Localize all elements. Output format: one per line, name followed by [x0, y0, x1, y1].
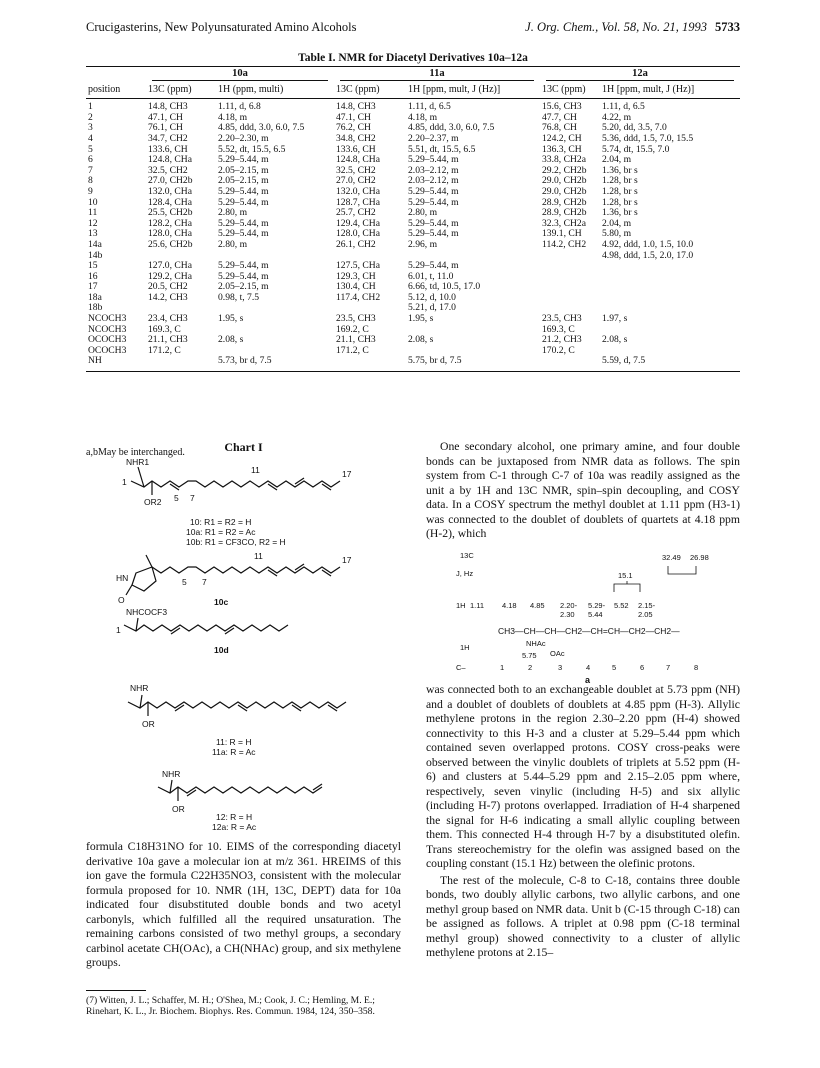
- table-cell: [146, 356, 216, 371]
- table-cell: 21.1, CH3: [148, 334, 188, 346]
- table-cell: 5.29–5.44, m: [408, 217, 459, 229]
- table-cell: 12: [88, 217, 98, 229]
- table-cell: 32.3, CH2a: [542, 217, 586, 229]
- column-header: 13C (ppm): [542, 83, 586, 95]
- table-cell: 4.18, m: [218, 111, 248, 123]
- left-column-text: [86, 840, 401, 971]
- table-footnote: a,bMay be interchanged.: [86, 447, 185, 458]
- caption-12a: 12a: R = Ac: [212, 822, 257, 832]
- chart-structures: [86, 455, 406, 835]
- scheme-h1: 1H: [456, 601, 466, 610]
- group-header-12a: 12a: [540, 67, 740, 81]
- table-cell: 5.52, dt, 15.5, 6.5: [218, 143, 286, 155]
- table-cell: 1: [88, 101, 93, 113]
- table-cell: 34.8, CH2: [336, 132, 376, 144]
- table-cell: 5.29–5.44, m: [218, 154, 269, 166]
- caption-11: 11: R = H: [216, 737, 252, 747]
- table-cell: 2.20–2.37, m: [408, 132, 459, 144]
- table-cell: 5.29–5.44, m: [218, 217, 269, 229]
- table-cell: 5.29–5.44, m: [408, 196, 459, 208]
- table-cell: 132.0, CHa: [336, 185, 380, 197]
- table-cell: 128.2, CHa: [148, 217, 192, 229]
- table-cell: 14.8, CH3: [148, 101, 188, 113]
- scheme-h-val: 4.18: [502, 601, 517, 610]
- footnote-rule: [86, 990, 146, 991]
- table-cell: 25.6, CH2b: [148, 238, 193, 250]
- scheme-h-val2: 5.44: [588, 610, 603, 619]
- table-cell: 32.5, CH2: [336, 164, 376, 176]
- table-cell: [540, 293, 600, 304]
- table-cell: 1.95, s: [408, 313, 434, 325]
- scheme-chain: CH3—CH—CH—CH2—CH=CH—CH2—CH2—: [498, 626, 680, 636]
- table-cell: 8: [88, 175, 93, 187]
- table-cell: 5.29–5.44, m: [408, 185, 459, 197]
- table-cell: [600, 272, 740, 283]
- table-cell: 170.2, C: [542, 344, 575, 356]
- scheme-oac: OAc: [550, 649, 565, 658]
- group-header-11a: 11a: [334, 67, 540, 81]
- table-cell: 9: [88, 185, 93, 197]
- table-header-row: [86, 81, 740, 99]
- table-cell: 2.08, s: [602, 334, 628, 346]
- table-cell: 5.59, d, 7.5: [602, 355, 646, 367]
- table-cell: 28.9, CH2b: [542, 196, 587, 208]
- header-citation: [525, 20, 740, 35]
- page-number: 5733: [715, 20, 740, 34]
- table-cell: 29.0, CH2b: [542, 175, 587, 187]
- caption-11a: 11a: R = Ac: [212, 747, 256, 757]
- table-cell: [334, 356, 406, 371]
- table-cell: 29.2, CH2b: [542, 164, 587, 176]
- table-cell: 10: [88, 196, 98, 208]
- left-paragraph: formula C18H31NO for 10. EIMS of the corresponding diacetyl derivative 10a gave a molecular ion at m/z 361. HREIMS of this ion gave the formula C22H35NO3, consistent with the molecular formula proposed for 10. NMR (1H, 13C, DEPT) data for 10a indicated four disubstituted double bonds and two acetyl carbonyls, which fulfilled all the required unsaturation. The remaining carbons consisted of two methyl groups, a secondary carbinol acetate CH(OAc), a CH(NHAc) group, and six methylene groups.: [86, 840, 401, 969]
- table-cell: 5.29–5.44, m: [218, 185, 269, 197]
- table-cell: 4: [88, 132, 93, 144]
- label-nhr-11: NHR: [130, 683, 149, 693]
- table-cell: 2.04, m: [602, 154, 632, 166]
- label-c10d-1: 1: [116, 625, 121, 635]
- table-cell: 27.0, CH2: [336, 175, 376, 187]
- table-cell: 133.6, CH: [336, 143, 376, 155]
- table-cell: 23.5, CH3: [336, 313, 376, 325]
- table-cell: 2.20–2.30, m: [218, 132, 269, 144]
- table-cell: 13: [88, 228, 98, 240]
- table-cell: [600, 282, 740, 293]
- table-cell: 16: [88, 270, 98, 282]
- table-cell: 169.2, C: [336, 323, 369, 335]
- scheme-jhz: J, Hz: [456, 569, 474, 578]
- table-cell: 2.05–2.15, m: [218, 281, 269, 293]
- table-cell: 14.8, CH3: [336, 101, 376, 113]
- table-cell: 4.22, m: [602, 111, 632, 123]
- scheme-c-num: 7: [666, 663, 671, 672]
- table-cell: 124.8, CHa: [336, 154, 380, 166]
- scheme-c-num: 1: [500, 663, 505, 672]
- scheme-c-num: 2: [528, 663, 533, 672]
- table-cell: 124.8, CHa: [148, 154, 192, 166]
- table-cell: 47.7, CH: [542, 111, 577, 123]
- table-cell: 20.5, CH2: [148, 281, 188, 293]
- table-cell: 5.73, br d, 7.5: [218, 355, 272, 367]
- caption-10a: 10a: R1 = R2 = Ac: [186, 527, 256, 537]
- table-cell: 34.7, CH2: [148, 132, 188, 144]
- table-cell: 6.01, t, 11.0: [408, 270, 454, 282]
- table-cell: 25.7, CH2: [336, 207, 376, 219]
- label-n11: 11: [251, 465, 260, 475]
- label-or-11: OR: [142, 719, 155, 729]
- table-cell: 14.2, CH3: [148, 291, 188, 303]
- label-c10c-11: 11: [254, 551, 263, 561]
- label-or-12: OR: [172, 804, 185, 814]
- table-cell: 128.0, CHa: [336, 228, 380, 240]
- unit-a-label: a: [585, 675, 591, 685]
- table-cell: 21.2, CH3: [542, 334, 582, 346]
- table-cell: 139.1, CH: [542, 228, 582, 240]
- table-cell: 23.4, CH3: [148, 313, 188, 325]
- table-row: [86, 187, 740, 198]
- table-cell: 1.36, br s: [602, 164, 638, 176]
- scheme-nhac: NHAc: [526, 639, 546, 648]
- table-cell: 5.12, d, 10.0: [408, 291, 456, 303]
- table-cell: 2.80, m: [408, 207, 438, 219]
- table-cell: 130.4, CH: [336, 281, 376, 293]
- caption-10: 10: R1 = R2 = H: [190, 517, 252, 527]
- label-n1: 1: [122, 477, 127, 487]
- table-cell: 15.6, CH3: [542, 101, 582, 113]
- table-cell: 11: [88, 207, 98, 219]
- header-title: Crucigasterins, New Polyunsaturated Amino Alcohols: [86, 20, 357, 34]
- scheme-3249: 32.49: [662, 553, 681, 562]
- table-group-row: [86, 67, 740, 81]
- table-cell: NCOCH3: [88, 313, 127, 325]
- table-cell: 1.11, d, 6.5: [408, 101, 451, 113]
- scheme-h-val: 2.20-: [560, 601, 578, 610]
- table-cell: 7: [88, 164, 93, 176]
- scheme-h-val: 5.29-: [588, 601, 606, 610]
- table-cell: 3: [88, 122, 93, 134]
- caption-12: 12: R = H: [216, 812, 253, 822]
- table-cell: [540, 356, 600, 371]
- table-cell: 5.36, ddd, 1.5, 7.0, 15.5: [602, 132, 694, 144]
- table-cell: 171.2, C: [336, 344, 369, 356]
- table-cell: 47.1, CH: [148, 111, 183, 123]
- table-cell: 4.85, ddd, 3.0, 6.0, 7.5: [218, 122, 305, 134]
- table-cell: 5.74, dt, 15.5, 7.0: [602, 143, 670, 155]
- table-cell: OCOCH3: [88, 334, 127, 346]
- table-cell: 32.5, CH2: [148, 164, 188, 176]
- table-cell: 5.29–5.44, m: [218, 228, 269, 240]
- table-cell: [540, 251, 600, 262]
- table-cell: 5.29–5.44, m: [408, 228, 459, 240]
- table-row: [86, 335, 740, 346]
- table-cell: 2.04, m: [602, 217, 632, 229]
- table-cell: [600, 261, 740, 272]
- table-cell: 2.05–2.15, m: [218, 175, 269, 187]
- table-cell: 2.80, m: [218, 238, 248, 250]
- scheme-2698: 26.98: [690, 553, 709, 562]
- table-cell: 127.5, CHa: [336, 260, 380, 272]
- table-cell: 14a: [88, 238, 102, 250]
- right-paragraph-2: was connected both to an exchangeable doublet at 5.73 ppm (NH) and a doublet of doublets of doublets at 4.85 ppm (H-3). Allylic methylene protons in the region 2.30–2.20 ppm (H-4) showed connectivity to this H-3 and a cluster at 5.29–5.44 ppm which contained seven overlapped protons. COSY cross-peaks were observed between the vinylic doublets of triplets at 5.52 ppm (H-6) and clusters at 5.44–5.29 ppm and 2.15–2.05 ppm where, respectively, seven vinylic (including H-5) and six allylic (including H-7) protons overlapped. Irradiation of H-4 sharpened the signal for H-6 indicating a small allylic coupling between them. This connected H-4 through H-7 by a disubstituted olefin. Trans stereochemistry for the olefin was assigned based on the coupling constant (15.1 Hz) between the olefinic protons.: [426, 683, 740, 870]
- table-cell: 6: [88, 154, 93, 166]
- caption-10c: 10c: [214, 597, 229, 607]
- table-cell: 2: [88, 111, 93, 123]
- scheme-nh-val: 5.75: [522, 651, 537, 660]
- table-cell: 33.8, CH2a: [542, 154, 586, 166]
- table-cell: 5.29–5.44, m: [218, 270, 269, 282]
- table-row: [86, 356, 740, 371]
- table-cell: 18a: [88, 291, 102, 303]
- table-body: [86, 99, 740, 372]
- unit-a-scheme: [440, 548, 740, 673]
- table-cell: 117.4, CH2: [336, 291, 381, 303]
- column-header: 1H [ppm, mult, J (Hz)]: [602, 83, 695, 95]
- table-cell: 5.29–5.44, m: [408, 260, 459, 272]
- table-cell: 114.2, CH2: [542, 238, 587, 250]
- table-cell: 4.18, m: [408, 111, 438, 123]
- scheme-h-val2: 2.30: [560, 610, 575, 619]
- table-cell: 5: [88, 143, 93, 155]
- label-c10c-5: 5: [182, 577, 187, 587]
- table-cell: 4.92, ddd, 1.0, 1.5, 10.0: [602, 238, 694, 250]
- table-cell: [540, 282, 600, 293]
- table-cell: 5.29–5.44, m: [218, 196, 269, 208]
- table-cell: 133.6, CH: [148, 143, 188, 155]
- table-row: [86, 134, 740, 145]
- table-cell: 28.9, CH2b: [542, 207, 587, 219]
- table-cell: 23.5, CH3: [542, 313, 582, 325]
- table-cell: 5.29–5.44, m: [408, 154, 459, 166]
- label-hn: HN: [116, 573, 129, 583]
- table-cell: 5.29–5.44, m: [218, 260, 269, 272]
- scheme-h-val: 1.11: [470, 601, 485, 610]
- scheme-c13: 13C: [460, 551, 474, 560]
- polyene-chain-10: [131, 481, 340, 487]
- table-cell: 27.0, CH2b: [148, 175, 193, 187]
- table-cell: 5.51, dt, 15.5, 6.5: [408, 143, 476, 155]
- label-c10c-7: 7: [202, 577, 207, 587]
- scheme-h-val: 5.52: [614, 601, 629, 610]
- scheme-h-val2: 2.05: [638, 610, 653, 619]
- table-cell: NCOCH3: [88, 323, 127, 335]
- table-cell: 171.2, C: [148, 344, 181, 356]
- table-cell: 2.03–2.12, m: [408, 164, 459, 176]
- table-cell: 128.4, CHa: [148, 196, 192, 208]
- table-cell: 6.66, td, 10.5, 17.0: [408, 281, 481, 293]
- column-header: 13C (ppm): [336, 83, 380, 95]
- table-cell: 1.28, br s: [602, 185, 638, 197]
- scheme-h1b: 1H: [460, 643, 470, 652]
- table-cell: 128.0, CHa: [148, 228, 192, 240]
- table-cell: 127.0, CHa: [148, 260, 192, 272]
- table-cell: 1.11, d, 6.8: [218, 101, 261, 113]
- scheme-c-num: 6: [640, 663, 645, 672]
- label-n7: 7: [190, 493, 195, 503]
- table-cell: 2.05–2.15, m: [218, 164, 269, 176]
- column-header: 1H (ppm, multi): [218, 83, 284, 95]
- table-cell: 136.3, CH: [542, 143, 582, 155]
- column-header: 1H [ppm, mult, J (Hz)]: [408, 83, 501, 95]
- table-cell: 0.98, t, 7.5: [218, 291, 260, 303]
- table-cell: 129.3, CH: [336, 270, 376, 282]
- column-header: position: [88, 83, 121, 95]
- table-cell: 4.98, ddd, 1.5, 2.0, 17.0: [602, 249, 694, 261]
- table-cell: NH: [88, 355, 102, 367]
- scheme-h-val: 2.15-: [638, 601, 656, 610]
- table-cell: 169.3, C: [148, 323, 181, 335]
- group-header-10a: 10a: [146, 67, 334, 81]
- table-cell: 2.96, m: [408, 238, 438, 250]
- label-or2: OR2: [144, 497, 162, 507]
- table-cell: 25.5, CH2b: [148, 207, 193, 219]
- caption-10b: 10b: R1 = CF3CO, R2 = H: [186, 537, 286, 547]
- right-paragraph-3: The rest of the molecule, C-8 to C-18, contains three double bonds, two doubly allylic carbons, two allylic carbons, and one methyl group based on NMR data. Unit b (C-15 through C-18) can be assigned as follows. A triplet at 0.98 ppm (C-18 terminal methyl group) showed connectivity to a cluster of allylic methylene protons at 2.15–: [426, 873, 740, 959]
- table-cell: 15: [88, 260, 98, 272]
- table-cell: 1.97, s: [602, 313, 628, 325]
- caption-10d: 10d: [214, 645, 229, 655]
- table-cell: 2.08, s: [408, 334, 434, 346]
- column-header: 13C (ppm): [148, 83, 192, 95]
- table-cell: 169.3, C: [542, 323, 575, 335]
- label-n17: 17: [342, 469, 352, 479]
- right-paragraph-1: One secondary alcohol, one primary amine, and four double bonds can be juxtaposed from NMR data as follows. The spin system from C-1 through C-7 of 10a was readily assigned as the unit a by 1H and 13C NMR, spin–spin decoupling, and COSY data. In a COSY spectrum the methyl doublet at 1.11 ppm (H3-1) was connected to the doublet of doublets of quartets at 4.18 ppm (H-2), which: [426, 440, 740, 540]
- table-cell: 1.11, d, 6.5: [602, 101, 645, 113]
- label-c10c-17: 17: [342, 555, 352, 565]
- table-cell: 1.28, br s: [602, 175, 638, 187]
- table-cell: 17: [88, 281, 98, 293]
- table-cell: [540, 261, 600, 272]
- table-cell: 128.7, CHa: [336, 196, 380, 208]
- right-column-top: [426, 440, 740, 542]
- table-cell: 29.0, CH2b: [542, 185, 587, 197]
- header-journal: J. Org. Chem., Vol. 58, No. 21, 1993: [525, 20, 707, 34]
- scheme-c-label: C–: [456, 663, 466, 672]
- table-cell: 1.36, br s: [602, 207, 638, 219]
- table-cell: 76.2, CH: [336, 122, 371, 134]
- scheme-j151: 15.1: [618, 571, 633, 580]
- table-caption: Table I. NMR for Diacetyl Derivatives 10a–12a: [298, 52, 528, 64]
- table-cell: 5.20, dd, 3.5, 7.0: [602, 122, 667, 134]
- table-cell: 2.80, m: [218, 207, 248, 219]
- table-row: [86, 314, 740, 325]
- chart-title: Chart I: [224, 440, 263, 454]
- table-cell: 5.75, br d, 7.5: [408, 355, 462, 367]
- scheme-h-val: 4.85: [530, 601, 545, 610]
- table-cell: 76.1, CH: [148, 122, 183, 134]
- label-nhr-12: NHR: [162, 769, 181, 779]
- reference-footnote: (7) Witten, J. L.; Schaffer, M. H.; O'Shea, M.; Cook, J. C.; Hemling, M. E.; Rinehart, K. L., Jr. Biochem. Biophys. Res. Commun. 1984, 124, 350–358.: [86, 995, 375, 1017]
- table-cell: 21.1, CH3: [336, 334, 376, 346]
- table-cell: 2.08, s: [218, 334, 244, 346]
- label-nhcocf3: NHCOCF3: [126, 607, 168, 617]
- table-cell: 129.2, CHa: [148, 270, 192, 282]
- table-cell: 76.8, CH: [542, 122, 577, 134]
- table-cell: 5.80, m: [602, 228, 632, 240]
- table-cell: 1.28, br s: [602, 196, 638, 208]
- table-cell: 129.4, CHa: [336, 217, 380, 229]
- nmr-table: [86, 66, 740, 372]
- table-cell: [600, 293, 740, 304]
- table-cell: 132.0, CHa: [148, 185, 192, 197]
- table-cell: 124.2, CH: [542, 132, 582, 144]
- scheme-c-num: 5: [612, 663, 617, 672]
- table-cell: [540, 272, 600, 283]
- table-row: [86, 99, 740, 113]
- right-column-bottom: [426, 683, 740, 961]
- table-cell: 18b: [88, 302, 103, 314]
- table-cell: 26.1, CH2: [336, 238, 376, 250]
- label-o: O: [118, 595, 125, 605]
- scheme-c-num: 8: [694, 663, 699, 672]
- label-nhr1: NHR1: [126, 457, 150, 467]
- table-cell: OCOCH3: [88, 344, 127, 356]
- table-cell: 47.1, CH: [336, 111, 371, 123]
- table-row: [86, 240, 740, 251]
- table-cell: 2.03–2.12, m: [408, 175, 459, 187]
- label-n5: 5: [174, 493, 179, 503]
- table-cell: 1.95, s: [218, 313, 244, 325]
- table-cell: 5.21, d, 17.0: [408, 302, 456, 314]
- table-cell: 4.85, ddd, 3.0, 6.0, 7.5: [408, 122, 495, 134]
- table-cell: 14b: [88, 249, 103, 261]
- scheme-c-num: 4: [586, 663, 591, 672]
- scheme-c-num: 3: [558, 663, 563, 672]
